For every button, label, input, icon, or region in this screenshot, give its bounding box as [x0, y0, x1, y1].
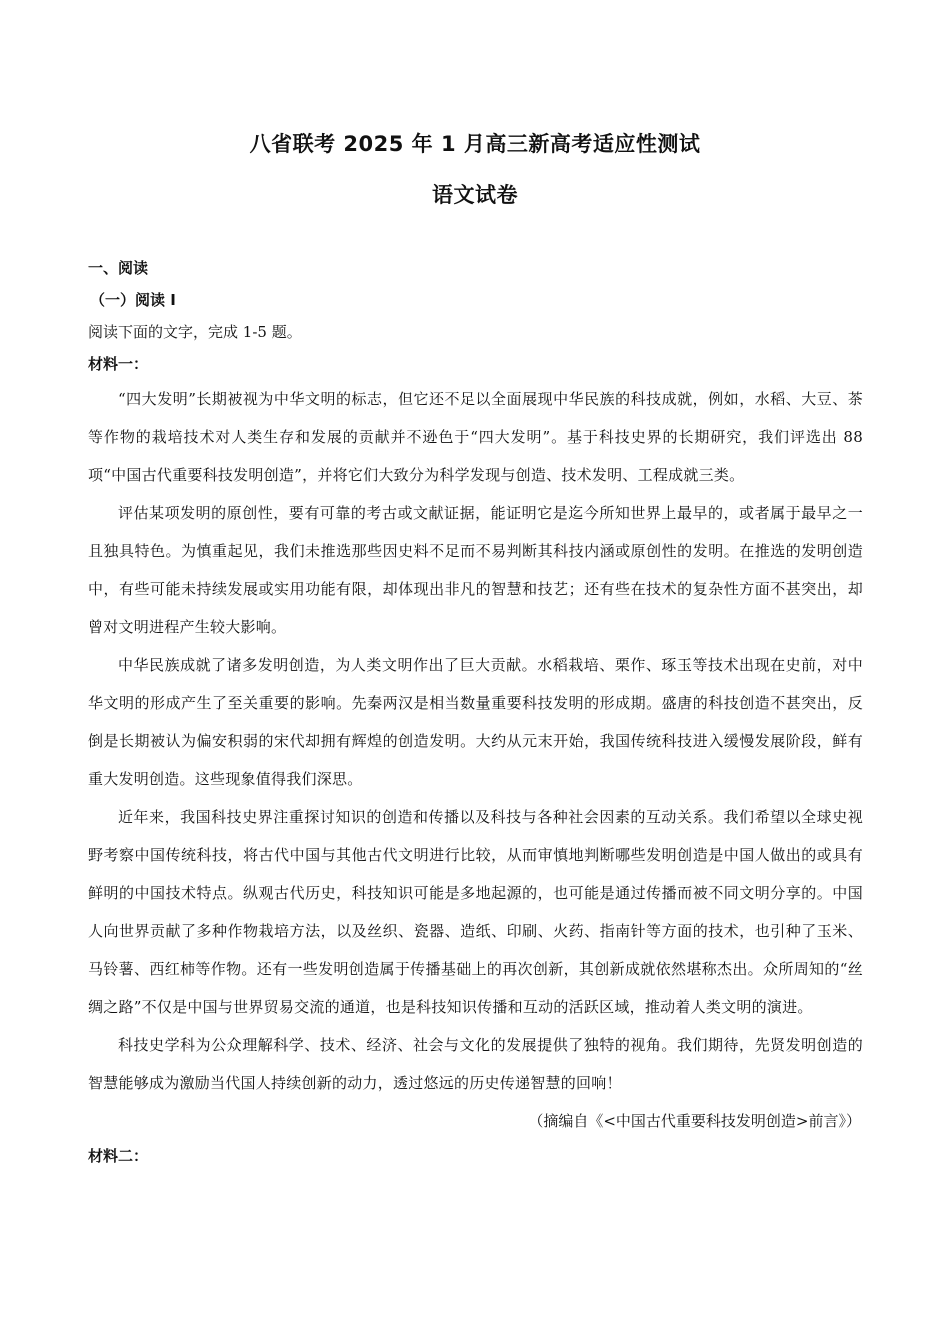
material-1-label: 材料一：: [88, 355, 149, 373]
material-1-paragraph: 科技史学科为公众理解科学、技术、经济、社会与文化的发展提供了独特的视角。我们期待，先贤发明创造的智慧能够成为激励当代国人持续创新的动力，透过悠远的历史传递智慧的回响！: [88, 1036, 863, 1092]
section-subheading: （一）阅读 I: [90, 291, 176, 309]
material-1-source: （摘编自《<中国古代重要科技发明创造>前言》）: [528, 1112, 861, 1130]
material-1-paragraph: “四大发明”长期被视为中华文明的标志，但它还不足以全面展现中华民族的科技成就，例如，水稻、大豆、茶等作物的栽培技术对人类生存和发展的贡献并不逊色于“四大发明”。基于科技史界的长期研究，我们评选出 88 项“中国古代重要科技发明创造”，并将它们大致分为科学发现与创造、技术发明、工程成就三类。: [88, 390, 863, 484]
material-1-paragraph: 近年来，我国科技史界注重探讨知识的创造和传播以及科技与各种社会因素的互动关系。我们希望以全球史视野考察中国传统科技，将古代中国与其他古代文明进行比较，从而审慎地判断哪些发明创造是中国人做出的或具有鲜明的中国技术特点。纵观古代历史，科技知识可能是多地起源的，也可能是通过传播而被不同文明分享的。中国人向世界贡献了多种作物栽培方法，以及丝织、瓷器、造纸、印刷、火药、指南针等方面的技术，也引种了玉米、马铃薯、西红柿等作物。还有一些发明创造属于传播基础上的再次创新，其创新成就依然堪称杰出。众所周知的“丝绸之路”不仅是中国与世界贸易交流的通道，也是科技知识传播和互动的活跃区域，推动着人类文明的演进。: [88, 808, 863, 1016]
reading-instruction: 阅读下面的文字，完成 1-5 题。: [88, 323, 302, 341]
exam-content: [88, 252, 863, 1172]
material-1-paragraph: 评估某项发明的原创性，要有可靠的考古或文献证据，能证明它是迄今所知世界上最早的，或者属于最早之一且独具特色。为慎重起见，我们未推选那些因史料不足而不易判断其科技内涵或原创性的发明。在推选的发明创造中，有些可能未持续发展或实用功能有限，却体现出非凡的智慧和技艺；还有些在技术的复杂性方面不甚突出，却曾对文明进程产生较大影响。: [88, 504, 863, 636]
material-1-paragraph: 中华民族成就了诸多发明创造，为人类文明作出了巨大贡献。水稻栽培、栗作、琢玉等技术出现在史前，对中华文明的形成产生了至关重要的影响。先秦两汉是相当数量重要科技发明的形成期。盛唐的科技创造不甚突出，反倒是长期被认为偏安积弱的宋代却拥有辉煌的创造发明。大约从元末开始，我国传统科技进入缓慢发展阶段，鲜有重大发明创造。这些现象值得我们深思。: [88, 656, 863, 788]
exam-title: 八省联考 2025 年 1 月高三新高考适应性测试: [249, 132, 701, 156]
section-heading: 一、阅读: [88, 259, 149, 277]
exam-subtitle: 语文试卷: [432, 183, 518, 207]
material-2-label: 材料二：: [88, 1147, 149, 1165]
